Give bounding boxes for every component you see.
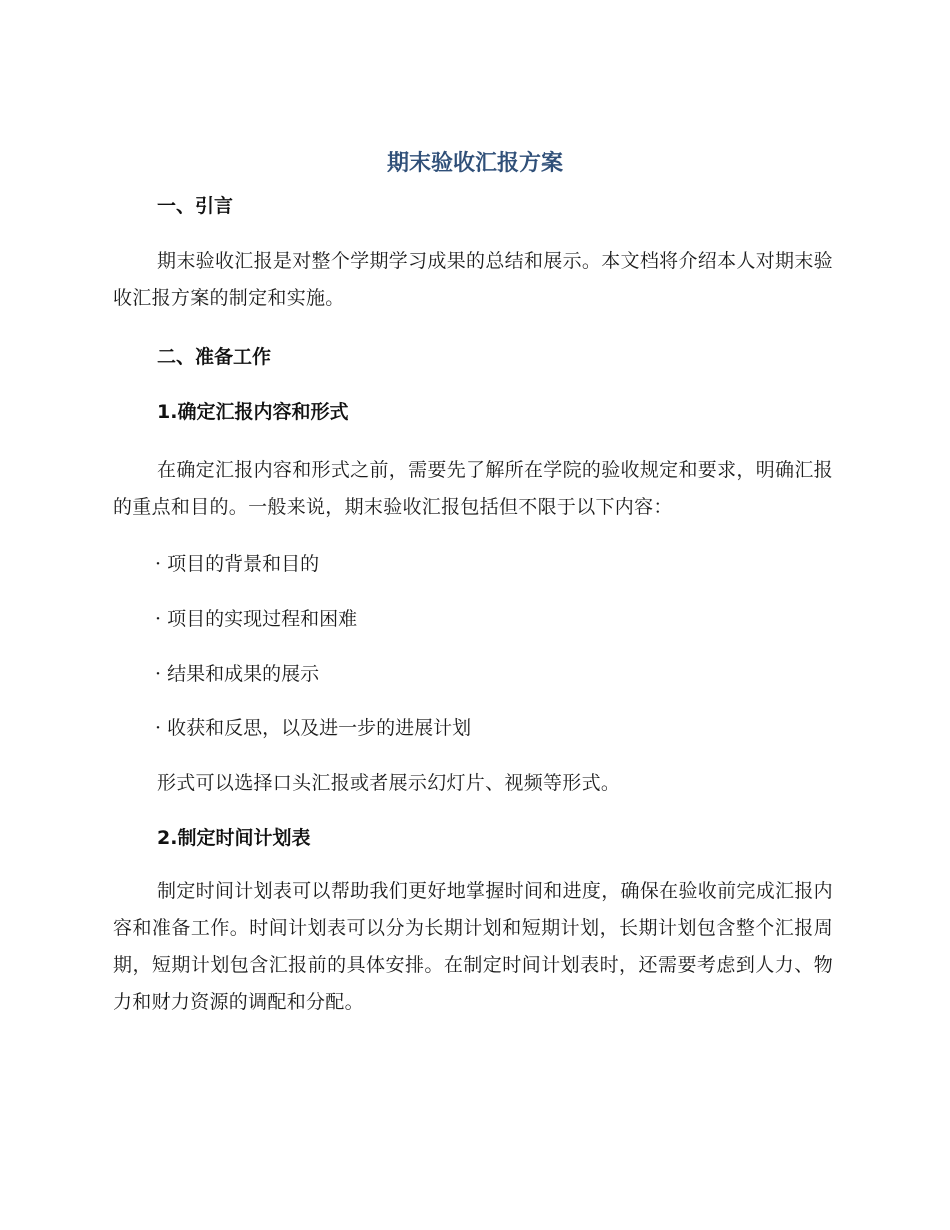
section-heading-preparation: 二、准备工作 bbox=[157, 346, 272, 368]
section-heading-introduction: 一、引言 bbox=[157, 195, 234, 217]
document-title: 期末验收汇报方案 bbox=[386, 151, 563, 176]
content-form-paragraph: 在确定汇报内容和形式之前，需要先了解所在学院的验收规定和要求，明确汇报的重点和目的。一般来说，期末验收汇报包括但不限于以下内容： bbox=[113, 459, 833, 518]
form-closing-paragraph: 形式可以选择口头汇报或者展示幻灯片、视频等形式。 bbox=[157, 772, 621, 794]
schedule-paragraph: 制定时间计划表可以帮助我们更好地掌握时间和进度，确保在验收前完成汇报内容和准备工作。时间计划表可以分为长期计划和短期计划，长期计划包含整个汇报周期，短期计划包含汇报前的具体安排。在制定时间计划表时，还需要考虑到人力、物力和财力资源的调配和分配。 bbox=[113, 880, 833, 1013]
subsection-heading-schedule: 2.制定时间计划表 bbox=[157, 827, 311, 849]
bullet-item: · 项目的背景和目的 bbox=[155, 553, 320, 575]
bullet-item: · 收获和反思，以及进一步的进展计划 bbox=[155, 717, 472, 739]
bullet-item: · 项目的实现过程和困难 bbox=[155, 608, 358, 630]
introduction-paragraph: 期末验收汇报是对整个学期学习成果的总结和展示。本文档将介绍本人对期末验收汇报方案的制定和实施。 bbox=[113, 250, 833, 309]
bullet-item: · 结果和成果的展示 bbox=[155, 663, 320, 685]
subsection-heading-content-form: 1.确定汇报内容和形式 bbox=[157, 401, 349, 423]
